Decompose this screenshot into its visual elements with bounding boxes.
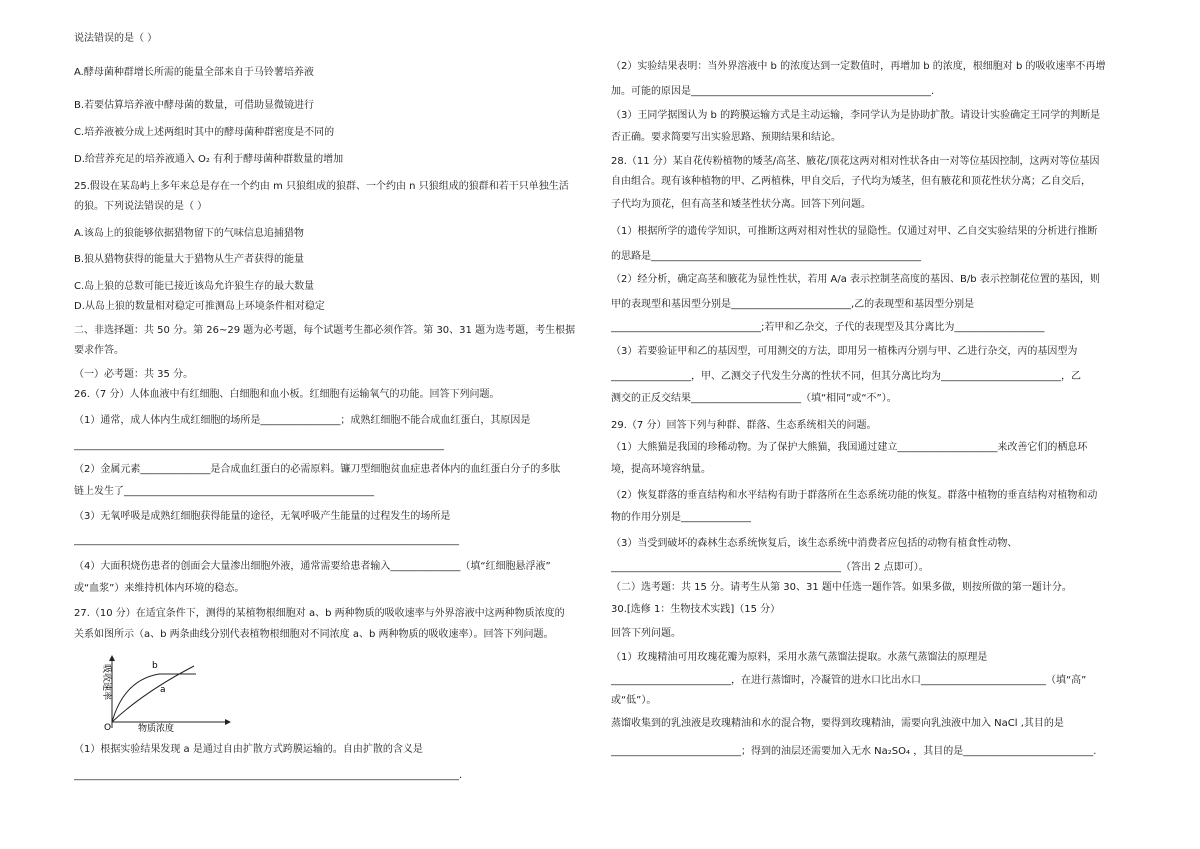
right-text-line: __________________________；得到的油层还需要加入无水 Na₂SO₄ ，其目的是__________________________. bbox=[611, 746, 1097, 757]
right-text-line: 29.（7 分）回答下列与种群、群落、生态系统相关的问题。 bbox=[611, 420, 877, 431]
y-axis-label: 吸收速率 bbox=[101, 664, 111, 701]
right-text-line: ________________，甲、乙测交子代发生分离的性状不同，但其分离比均为________________________，乙 bbox=[611, 371, 1081, 382]
left-text-line: _____________________________________________________________________________. bbox=[74, 770, 463, 781]
right-text-line: （1）根据所学的遗传学知识，可推断这两对相对性状的显隐性。仅通过对甲、乙自交实验结果的分析进行推断 bbox=[611, 226, 1098, 237]
left-text-line: __________________________________________________________________________ bbox=[74, 440, 444, 451]
left-text-line: 27.（10 分）在适宜条件下，测得的某植物根细胞对 a、b 两种物质的吸收速率与外界溶液中这两种物质浓度的 bbox=[74, 608, 565, 619]
left-text-line: 25.假设在某岛屿上多年来总是存在一个约由 m 只狼组成的狼群、一个约由 n 只狼组成的狼群和若干只单独生活 bbox=[74, 181, 569, 192]
right-text-line: 否正确。要求简要写出实验思路、预期结果和结论。 bbox=[611, 132, 841, 143]
right-text-line: 30.[选修 1：生物技术实践]（15 分） bbox=[611, 604, 781, 615]
right-text-line: （二）选考题：共 15 分。请考生从第 30、31 题中任选一题作答。如果多做，则按所做的第一题计分。 bbox=[611, 582, 1072, 593]
left-text-line: C.培养液被分成上述两组时其中的酵母菌种群密度是不同的 bbox=[74, 127, 335, 138]
absorption-rate-figure bbox=[74, 652, 234, 732]
left-text-line: _____________________________________________________________________________ bbox=[74, 535, 459, 546]
left-text-line: （一）必考题：共 35 分。 bbox=[74, 369, 194, 380]
left-text-line: 关系如图所示（a、b 两条曲线分别代表植物根细胞对不同浓度 a、b 两种物质的吸收速率）。回答下列问题。 bbox=[74, 629, 554, 640]
right-text-line: （2）实验结果表明：当外界溶液中 b 的浓度达到一定数值时，再增加 b 的浓度，根细胞对 b 的吸收速率不再增 bbox=[611, 61, 1106, 72]
x-axis-label: 物质浓度 bbox=[138, 724, 175, 732]
right-text-line: 蒸馏收集到的乳浊液是玫瑰精油和水的混合物，要得到玫瑰精油，需要向乳浊液中加入 NaCl ,其目的是 bbox=[611, 718, 1064, 729]
right-text-line: 子代均为顶花，但有高茎和矮茎性状分离。回答下列问题。 bbox=[611, 199, 871, 210]
right-text-line: 加。可能的原因是________________________________________________. bbox=[611, 86, 935, 97]
right-text-line: （2）恢复群落的垂直结构和水平结构有助于群落所在生态系统功能的恢复。群落中植物的垂直结构对植物和动 bbox=[611, 490, 1098, 501]
left-text-line: 26.（7 分）人体血液中有红细胞、白细胞和血小板。红细胞有运输氧气的功能。回答下列问题。 bbox=[74, 389, 500, 400]
y-axis-arrow bbox=[109, 655, 115, 661]
left-text-line: D.给营养充足的培养液通入 O₂ 有利于酵母菌种群数量的增加 bbox=[74, 154, 344, 165]
left-text-line: （1）通常，成人体内生成红细胞的场所是________________；成熟红细胞不能合成血红蛋白，其原因是 bbox=[74, 415, 531, 426]
right-text-line: （1）玫瑰精油可用玫瑰花瓣为原料，采用水蒸气蒸馏法提取。水蒸气蒸馏法的原理是 bbox=[611, 652, 988, 663]
left-text-line: （3）无氧呼吸是成熟红细胞获得能量的途径，无氧呼吸产生能量的过程发生的场所是 bbox=[74, 511, 451, 522]
left-text-line: （2）金属元素______________是合成血红蛋白的必需原料。镰刀型细胞贫血症患者体内的血红蛋白分子的多肽 bbox=[74, 464, 561, 475]
curve-a-label: a bbox=[160, 685, 166, 695]
curve-b bbox=[112, 674, 196, 722]
right-text-line: ________________________，在进行蒸馏时，冷凝管的进水口比出水口_________________________（填“高” bbox=[611, 675, 1087, 686]
left-text-line: 的狼。下列说法错误的是（ ） bbox=[74, 201, 208, 212]
curve-b-label: b bbox=[152, 661, 158, 671]
right-text-line: （2）经分析，确定高茎和腋花为显性性状，若用 A/a 表示控制茎高度的基因、B/b 表示控制花位置的基因，则 bbox=[611, 274, 1100, 285]
right-text-line: 境，提高环境容纳量。 bbox=[611, 464, 711, 475]
right-text-line: （3）当受到破坏的森林生态系统恢复后，该生态系统中消费者应包括的动物有植食性动物、 bbox=[611, 538, 1018, 549]
left-text-line: （4）大面积烧伤患者的创面会大量渗出细胞外液，通常需要给患者输入______________（填“红细胞悬浮液” bbox=[74, 561, 551, 572]
left-text-line: B.若要估算培养液中酵母菌的数量，可借助显微镜进行 bbox=[74, 100, 315, 111]
right-text-line: 28.（11 分）某自花传粉植物的矮茎/高茎、腋花/顶花这两对相对性状各由一对等位基因控制，这两对等位基因 bbox=[611, 156, 1100, 167]
left-text-line: A.酵母菌种群增长所需的能量全部来自于马铃薯培养液 bbox=[74, 67, 314, 78]
left-text-line: 或“血浆”）来维持机体内环境的稳态。 bbox=[74, 583, 245, 594]
left-text-line: 要求作答。 bbox=[74, 345, 124, 356]
origin-label: O bbox=[104, 723, 112, 732]
left-text-line: 链上发生了__________________________________________________ bbox=[74, 486, 374, 497]
left-text-line: （1）根据实验结果发现 a 是通过自由扩散方式跨膜运输的。自由扩散的含义是 bbox=[74, 744, 423, 755]
right-text-line: 测交的正反交结果______________________（填“相同”或“不”）。 bbox=[611, 393, 897, 404]
right-text-line: 回答下列问题。 bbox=[611, 628, 681, 639]
left-text-line: D.从岛上狼的数量相对稳定可推测岛上环境条件相对稳定 bbox=[74, 301, 325, 312]
x-axis-arrow bbox=[225, 719, 231, 725]
right-text-line: ______________________________________________（答出 2 点即可）。 bbox=[611, 562, 929, 573]
right-text-line: 物的作用分别是______________ bbox=[611, 512, 751, 523]
left-text-line: B.狼从猎物获得的能量大于猎物从生产者获得的能量 bbox=[74, 254, 305, 265]
right-text-line: 的思路是______________________________________________________ bbox=[611, 251, 921, 262]
right-text-line: 或“低”）。 bbox=[611, 695, 657, 706]
right-text-line: ______________________________;若甲和乙杂交，子代的表现型及其分离比为__________________ bbox=[611, 322, 1045, 333]
right-text-line: 甲的表现型和基因型分别是________________________,乙的表现型和基因型分别是 bbox=[611, 299, 975, 310]
right-text-line: （1）大熊猫是我国的珍稀动物。为了保护大熊猫，我国通过建立____________________来改善它们的栖息环 bbox=[611, 442, 1088, 453]
right-text-line: （3）若要验证甲和乙的基因型，可用测交的方法，即用另一植株丙分别与甲、乙进行杂交，丙的基因型为 bbox=[611, 346, 1078, 357]
left-text-line: C.岛上狼的总数可能已接近该岛允许狼生存的最大数量 bbox=[74, 281, 315, 292]
left-text-line: 二、非选择题：共 50 分。第 26~29 题为必考题，每个试题考生都必须作答。第 30、31 题为选考题，考生根据 bbox=[74, 325, 576, 336]
right-text-line: 自由组合。现有该种植物的甲、乙两植株，甲自交后，子代均为矮茎，但有腋花和顶花性状分离；乙自交后， bbox=[611, 176, 1091, 187]
right-text-line: （3）王同学据图认为 b 的跨膜运输方式是主动运输，李同学认为是协助扩散。请设计实验确定王同学的判断是 bbox=[611, 110, 1101, 121]
left-text-line: 说法错误的是（ ） bbox=[74, 33, 158, 44]
left-text-line: A.该岛上的狼能够依据猎物留下的气味信息追捕猎物 bbox=[74, 228, 304, 239]
